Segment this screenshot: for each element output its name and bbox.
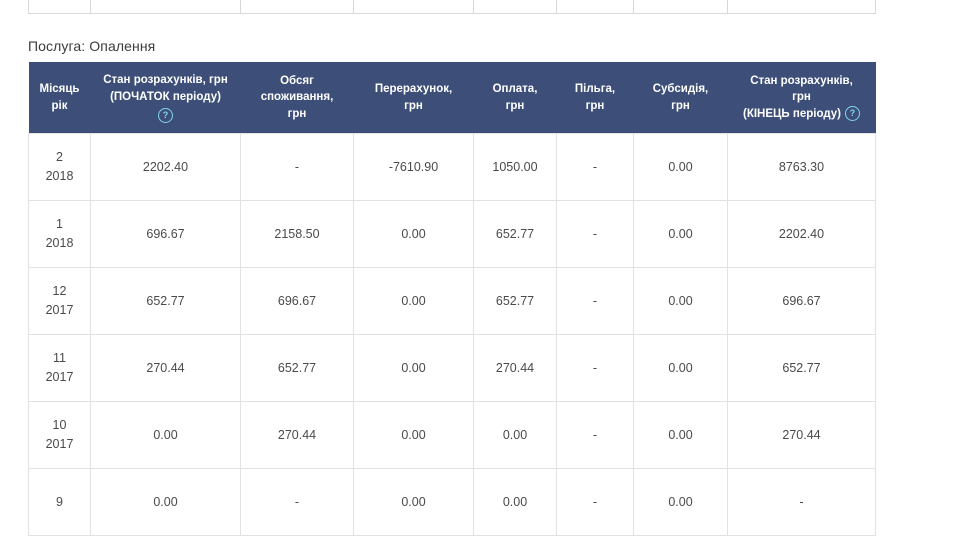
header-line: Стан розрахунків, грн (103, 74, 228, 86)
cell-consumption: - (241, 469, 354, 536)
header-line-with-icon (732, 106, 872, 123)
cell-balance-start: 652.77 (91, 268, 241, 335)
cell-year: 2017 (45, 370, 74, 385)
column-header-privilege (557, 62, 634, 134)
cell-month: 1 (56, 216, 63, 231)
header-line: Місяць (39, 83, 80, 95)
cell-payment: 652.77 (474, 268, 557, 335)
cell-consumption: - (241, 134, 354, 201)
cell-consumption: 696.67 (241, 268, 354, 335)
table-row (29, 469, 876, 536)
table-cell (728, 0, 876, 14)
cell-subsidy: 0.00 (634, 201, 728, 268)
cell-payment: 0.00 (474, 402, 557, 469)
header-line: Оплата, (492, 83, 538, 95)
cell-balance-end: 2202.40 (728, 201, 876, 268)
cell-month-year (29, 201, 91, 268)
table-row (29, 402, 876, 469)
settlements-table (28, 62, 876, 536)
table-row (29, 268, 876, 335)
cell-year: 2017 (45, 303, 74, 318)
column-header-payment (474, 62, 557, 134)
cell-payment: 652.77 (474, 201, 557, 268)
cell-privilege: - (557, 268, 634, 335)
cell-balance-end: 652.77 (728, 335, 876, 402)
table-row (29, 134, 876, 201)
table-cell (474, 0, 557, 14)
cell-privilege: - (557, 134, 634, 201)
table-row (29, 335, 876, 402)
header-line: рік (51, 99, 68, 112)
table-row (29, 0, 876, 14)
service-caption: Послуга: Опалення (28, 38, 156, 54)
cell-payment: 270.44 (474, 335, 557, 402)
table-cell (29, 0, 91, 14)
header-line: грн (404, 99, 423, 112)
cell-month-year (29, 268, 91, 335)
cell-payment: 0.00 (474, 469, 557, 536)
column-header-balance-start (91, 62, 241, 134)
cell-month: 10 (52, 417, 67, 432)
header-line: Субсидія, (652, 83, 709, 95)
cell-recalculation: 0.00 (354, 268, 474, 335)
cell-balance-end: 696.67 (728, 268, 876, 335)
settlements-table-container (28, 62, 875, 536)
column-header-consumption (241, 62, 354, 134)
cell-month-year (29, 134, 91, 201)
help-icon[interactable]: ? (845, 106, 860, 121)
cell-balance-start: 270.44 (91, 335, 241, 402)
header-line: грн (287, 108, 307, 120)
settlements-table-body (29, 134, 876, 536)
cell-subsidy: 0.00 (634, 469, 728, 536)
cell-balance-end: - (728, 469, 876, 536)
cell-payment: 1050.00 (474, 134, 557, 201)
cell-balance-start: 2202.40 (91, 134, 241, 201)
cell-recalculation: 0.00 (354, 402, 474, 469)
cell-month: 12 (52, 283, 67, 298)
header-line: грн (505, 99, 525, 112)
column-header-balance-end (728, 62, 876, 134)
header-line: Пільга, (574, 83, 616, 95)
cell-subsidy: 0.00 (634, 335, 728, 402)
header-line: Обсяг (280, 74, 314, 87)
cell-month: 2 (56, 149, 63, 164)
table-row (29, 201, 876, 268)
header-line-text: (КІНЕЦЬ періоду) (743, 108, 841, 120)
cell-month-year (29, 469, 91, 536)
table-cell (354, 0, 474, 14)
cell-consumption: 2158.50 (241, 201, 354, 268)
cell-recalculation: 0.00 (354, 469, 474, 536)
header-line: Стан розрахунків, (750, 74, 853, 87)
table-cell (91, 0, 241, 14)
cell-month-year (29, 335, 91, 402)
header-line: грн (792, 91, 811, 104)
cell-consumption: 270.44 (241, 402, 354, 469)
cell-balance-start: 0.00 (91, 402, 241, 469)
header-line: Перерахунок, (374, 83, 453, 95)
cell-balance-end: 270.44 (728, 402, 876, 469)
header-line: споживання, (260, 91, 334, 104)
header-line: грн (585, 99, 605, 112)
cell-year: 2018 (45, 236, 74, 251)
previous-service-table (28, 0, 876, 14)
column-header-month-year (29, 62, 91, 134)
column-header-subsidy (634, 62, 728, 134)
table-cell (634, 0, 728, 14)
cell-subsidy: 0.00 (634, 134, 728, 201)
table-cell (557, 0, 634, 14)
table-cell (241, 0, 354, 14)
cell-recalculation: -7610.90 (354, 134, 474, 201)
table-header-row (29, 62, 876, 134)
cell-subsidy: 0.00 (634, 402, 728, 469)
cell-recalculation: 0.00 (354, 201, 474, 268)
cell-recalculation: 0.00 (354, 335, 474, 402)
header-line: (ПОЧАТОК періоду) (110, 90, 221, 103)
cell-month: 9 (56, 494, 63, 509)
cell-year: 2018 (45, 169, 74, 184)
header-line: грн (671, 99, 690, 112)
cell-balance-start: 0.00 (91, 469, 241, 536)
cell-privilege: - (557, 469, 634, 536)
cell-month-year (29, 402, 91, 469)
cell-privilege: - (557, 201, 634, 268)
cell-privilege: - (557, 335, 634, 402)
cell-consumption: 652.77 (241, 335, 354, 402)
cell-year: 2017 (45, 437, 74, 452)
cell-balance-end: 8763.30 (728, 134, 876, 201)
cell-month: 11 (53, 350, 66, 365)
cell-privilege: - (557, 402, 634, 469)
cell-subsidy: 0.00 (634, 268, 728, 335)
cell-balance-start: 696.67 (91, 201, 241, 268)
column-header-recalculation (354, 62, 474, 134)
help-icon[interactable]: ? (158, 108, 173, 123)
